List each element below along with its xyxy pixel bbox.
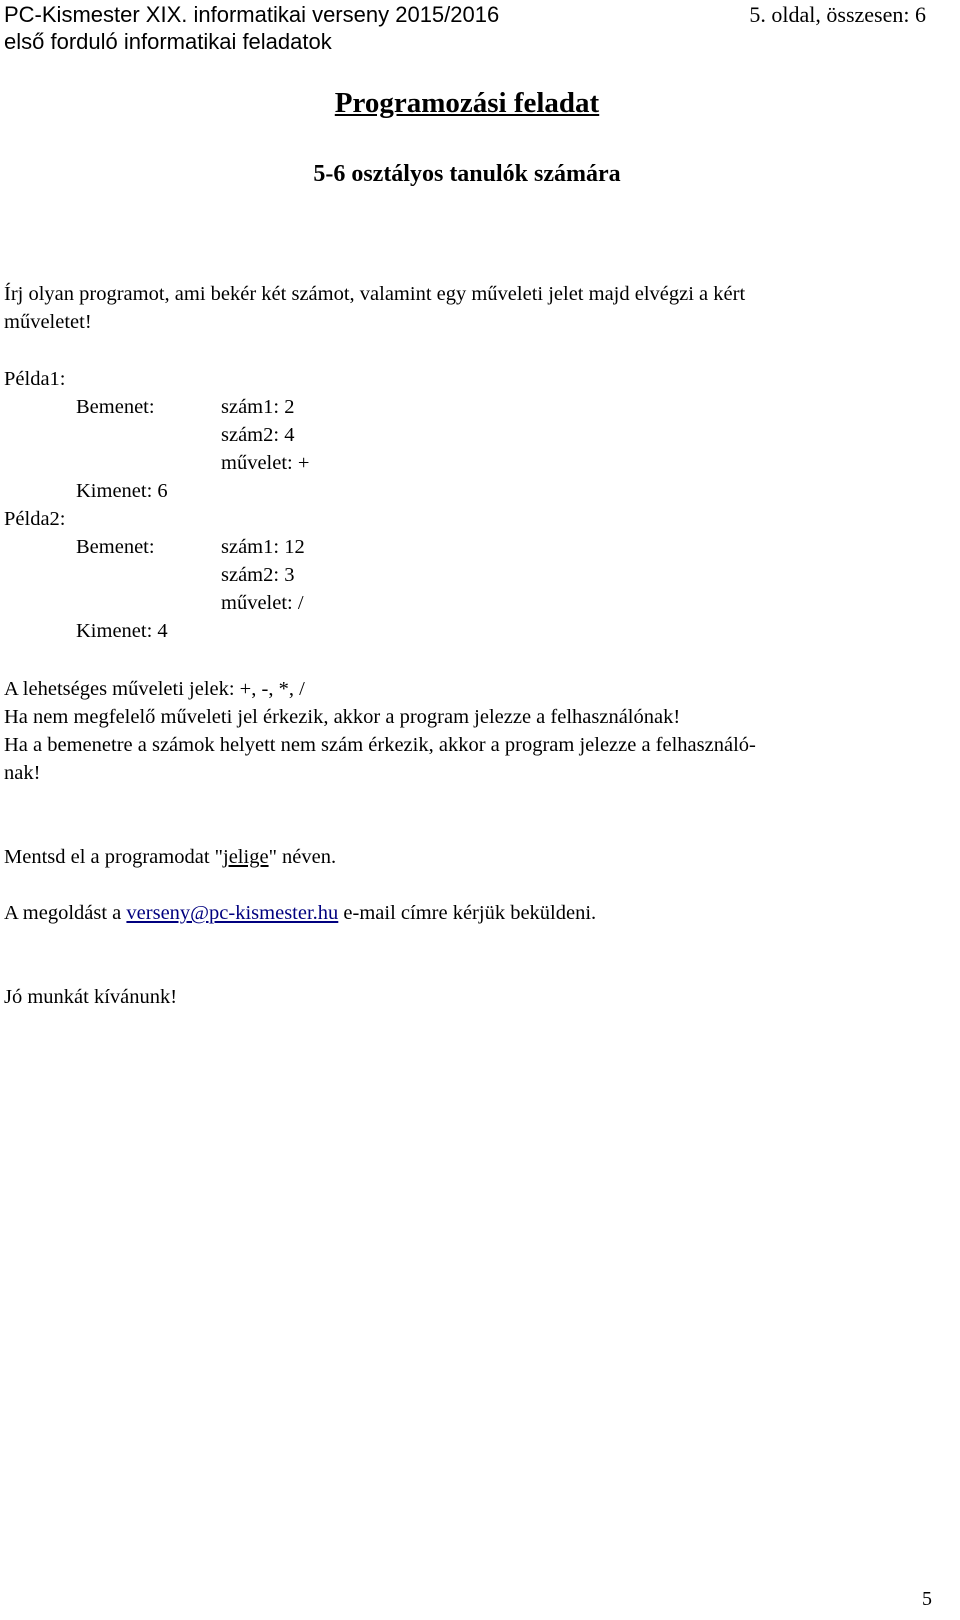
wrong-number-rule-line-2: nak! [4, 762, 41, 784]
example-input-value: művelet: / [221, 592, 304, 614]
save-instruction-before: Mentsd el a programodat " [4, 846, 224, 868]
save-filename: jelige [223, 846, 269, 868]
wrong-number-rule-line-1: Ha a bemenetre a számok helyett nem szám érkezik, akkor a program jelezze a felhasználó- [4, 734, 756, 756]
example-input-label: Bemenet: [76, 536, 155, 558]
example-label: Példa1: [4, 368, 66, 390]
example-output: Kimenet: 6 [76, 480, 168, 502]
submit-instruction-after: e-mail címre kérjük beküldeni. [338, 902, 597, 924]
example-input-value: szám2: 3 [221, 564, 295, 586]
header-competition-title: PC-Kismester XIX. informatikai verseny 2015/2016 [4, 2, 500, 27]
header-round-title: első forduló informatikai feladatok [4, 29, 332, 54]
save-instruction [4, 843, 336, 871]
example-input-label: Bemenet: [76, 396, 155, 418]
example-input-value: szám1: 2 [221, 396, 295, 418]
page-subtitle: 5-6 osztályos tanulók számára [313, 161, 621, 187]
page-title: Programozási feladat [334, 87, 600, 119]
header-page-info: 5. oldal, összesen: 6 [749, 2, 926, 27]
task-description-line-1: Írj olyan programot, ami bekér két számot, valamint egy műveleti jelet majd elvégzi a kért [4, 283, 746, 305]
example-label: Példa2: [4, 508, 66, 530]
save-instruction-after: " néven. [268, 846, 337, 868]
page-number: 5 [922, 1588, 932, 1610]
submit-instruction [4, 899, 596, 927]
task-description-line-2: műveletet! [4, 311, 92, 333]
wrong-operator-rule: Ha nem megfelelő műveleti jel érkezik, akkor a program jelezze a felhasználónak! [4, 706, 681, 728]
closing-text: Jó munkát kívánunk! [4, 986, 178, 1008]
submit-instruction-before: A megoldást a [4, 902, 127, 924]
example-input-value: szám1: 12 [221, 536, 305, 558]
example-input-value: szám2: 4 [221, 424, 295, 446]
example-input-value: művelet: + [221, 452, 310, 474]
email-link[interactable]: verseny@pc-kismester.hu [126, 902, 339, 924]
operators-rule: A lehetséges műveleti jelek: +, -, *, / [4, 678, 305, 700]
example-output: Kimenet: 4 [76, 620, 168, 642]
